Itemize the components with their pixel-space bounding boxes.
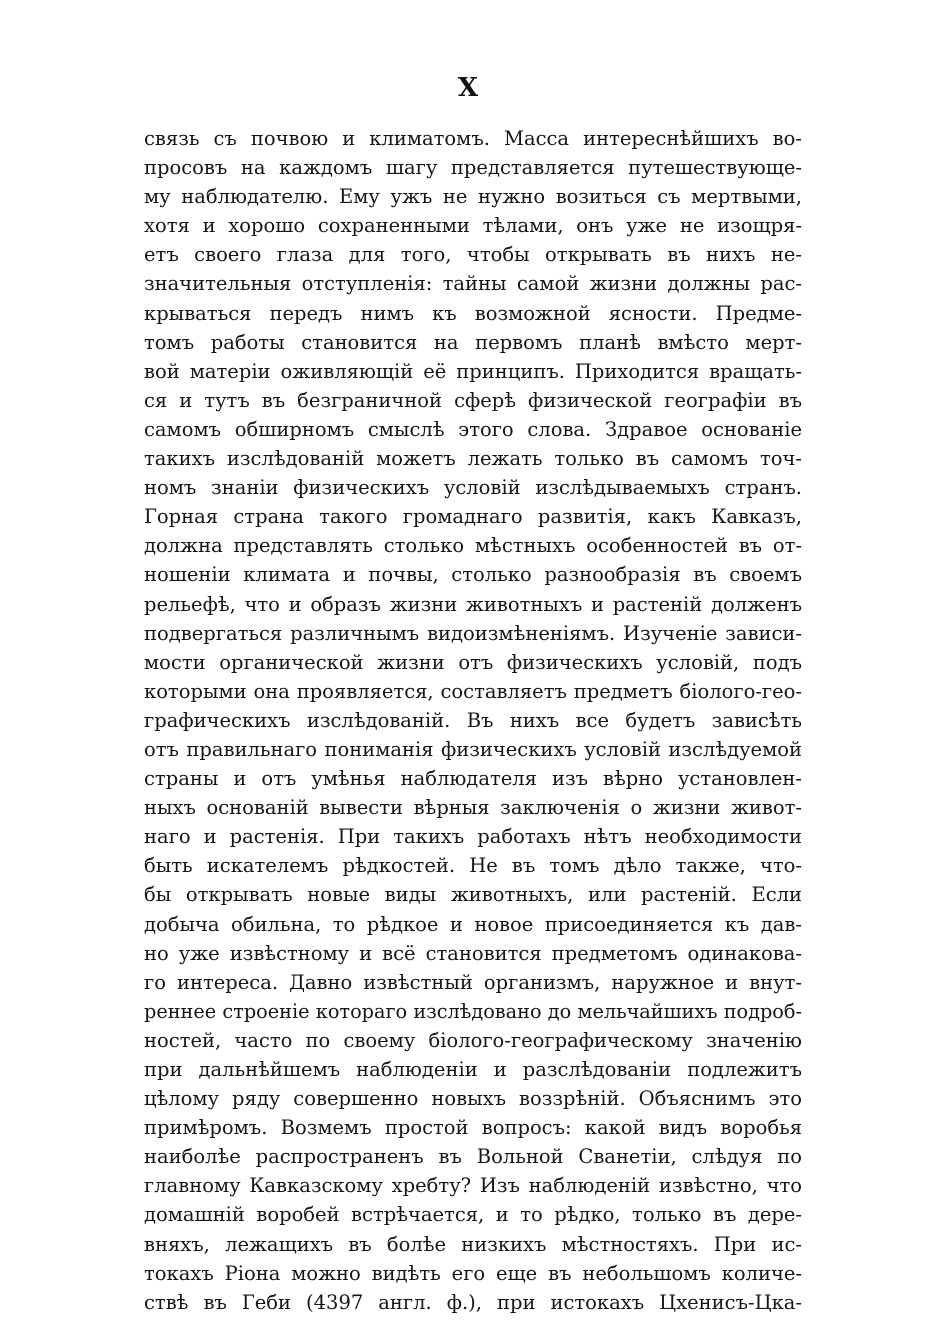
text-line: наиболѣе распространенъ въ Вольной Сванетіи, слѣдуя по (144, 1145, 802, 1169)
text-line: быть искателемъ рѣдкостей. Не въ томъ дѣло также, что- (144, 854, 802, 878)
text-line: вой матеріи оживляющій её принципъ. Приходится вращать- (144, 359, 802, 383)
text-line: реннее строеніе котораго изслѣдовано до мельчайшихъ подроб- (144, 999, 802, 1023)
text-line: такихъ изслѣдованій можетъ лежать только въ самомъ точ- (144, 447, 802, 471)
text-line: хотя и хорошо сохраненными тѣлами, онъ уже не изощря- (144, 214, 802, 238)
text-line: етъ своего глаза для того, чтобы открывать въ нихъ не- (144, 243, 802, 267)
text-line: токахъ Ріона можно видѣть его еще въ небольшомъ количе- (144, 1261, 802, 1285)
text-line: му наблюдателю. Ему ужъ не нужно возиться съ мертвыми, (144, 185, 802, 209)
text-line: должна представлять столько мѣстныхъ особенностей въ от- (144, 534, 802, 558)
text-line: примѣромъ. Возмемъ простой вопросъ: какой видъ воробья (144, 1116, 802, 1140)
text-line: бы открывать новые виды животныхъ, или растеній. Если (144, 883, 802, 907)
text-line: мости органической жизни отъ физическихъ условій, подъ (144, 650, 802, 674)
text-line: домашній воробей встрѣчается, и то рѣдко, только въ дере- (144, 1203, 802, 1227)
text-line: главному Кавказскому хребту? Изъ наблюденій извѣстно, что (144, 1174, 802, 1198)
text-line: ношеніи климата и почвы, столько разнообразія въ своемъ (144, 563, 802, 587)
text-line: самомъ обширномъ смыслѣ этого слова. Здравое основаніе (144, 417, 802, 441)
text-line: рельефѣ, что и образъ жизни животныхъ и растеній долженъ (144, 592, 802, 616)
text-line: ствѣ въ Геби (4397 англ. ф.), при истокахъ Цхенисъ-Цка- (144, 1290, 802, 1314)
text-line: ностей, часто по своему біолого-географическому значенію (144, 1028, 802, 1052)
text-line: подвергаться различнымъ видоизмѣненіямъ. Изученіе зависи- (144, 621, 802, 645)
text-line: страны и отъ умѣнья наблюдателя изъ вѣрно установлен- (144, 767, 802, 791)
text-line: графическихъ изслѣдованій. Въ нихъ все будетъ зависѣть (144, 708, 802, 732)
text-line: которыми она проявляется, составляетъ предметъ біолого-гео- (144, 679, 802, 703)
body-text (144, 124, 802, 1317)
page-number: X (457, 73, 479, 103)
text-line: наго и растенія. При такихъ работахъ нѣтъ необходимости (144, 825, 802, 849)
text-line: при дальнѣйшемъ наблюденіи и разслѣдованіи подлежитъ (144, 1058, 802, 1081)
text-line: значительныя отступленія: тайны самой жизни должны рас- (144, 272, 802, 296)
text-line: томъ работы становится на первомъ планѣ вмѣсто мерт- (144, 330, 802, 354)
text-line: Горная страна такого громаднаго развитія, какъ Кавказъ, (144, 505, 802, 529)
text-line: номъ знаніи физическихъ условій изслѣдываемыхъ странъ. (144, 476, 802, 500)
text-line: просовъ на каждомъ шагу представляется путешествующе- (144, 156, 802, 180)
text-line: вняхъ, лежащихъ въ болѣе низкихъ мѣстностяхъ. При ис- (144, 1232, 802, 1256)
text-line: отъ правильнаго пониманія физическихъ условій изслѣдуемой (144, 737, 802, 761)
text-line: связь съ почвою и климатомъ. Масса интереснѣйшихъ во- (144, 127, 802, 150)
text-line: добыча обильна, то рѣдкое и новое присоединяется къ дав- (144, 912, 802, 936)
text-line: ныхъ основаній вывести вѣрныя заключенія о жизни живот- (144, 796, 802, 820)
text-line: го интереса. Давно извѣстный организмъ, наружное и внут- (144, 970, 802, 994)
text-line: ся и тутъ въ безграничной сферѣ физической географіи въ (144, 388, 802, 412)
text-line: цѣлому ряду совершенно новыхъ воззрѣній. Объяснимъ это (144, 1087, 802, 1111)
text-line: крываться передъ нимъ къ возможной ясности. Предме- (144, 301, 802, 325)
text-line: но уже извѣстному и всё становится предметомъ одинакова- (144, 941, 802, 965)
